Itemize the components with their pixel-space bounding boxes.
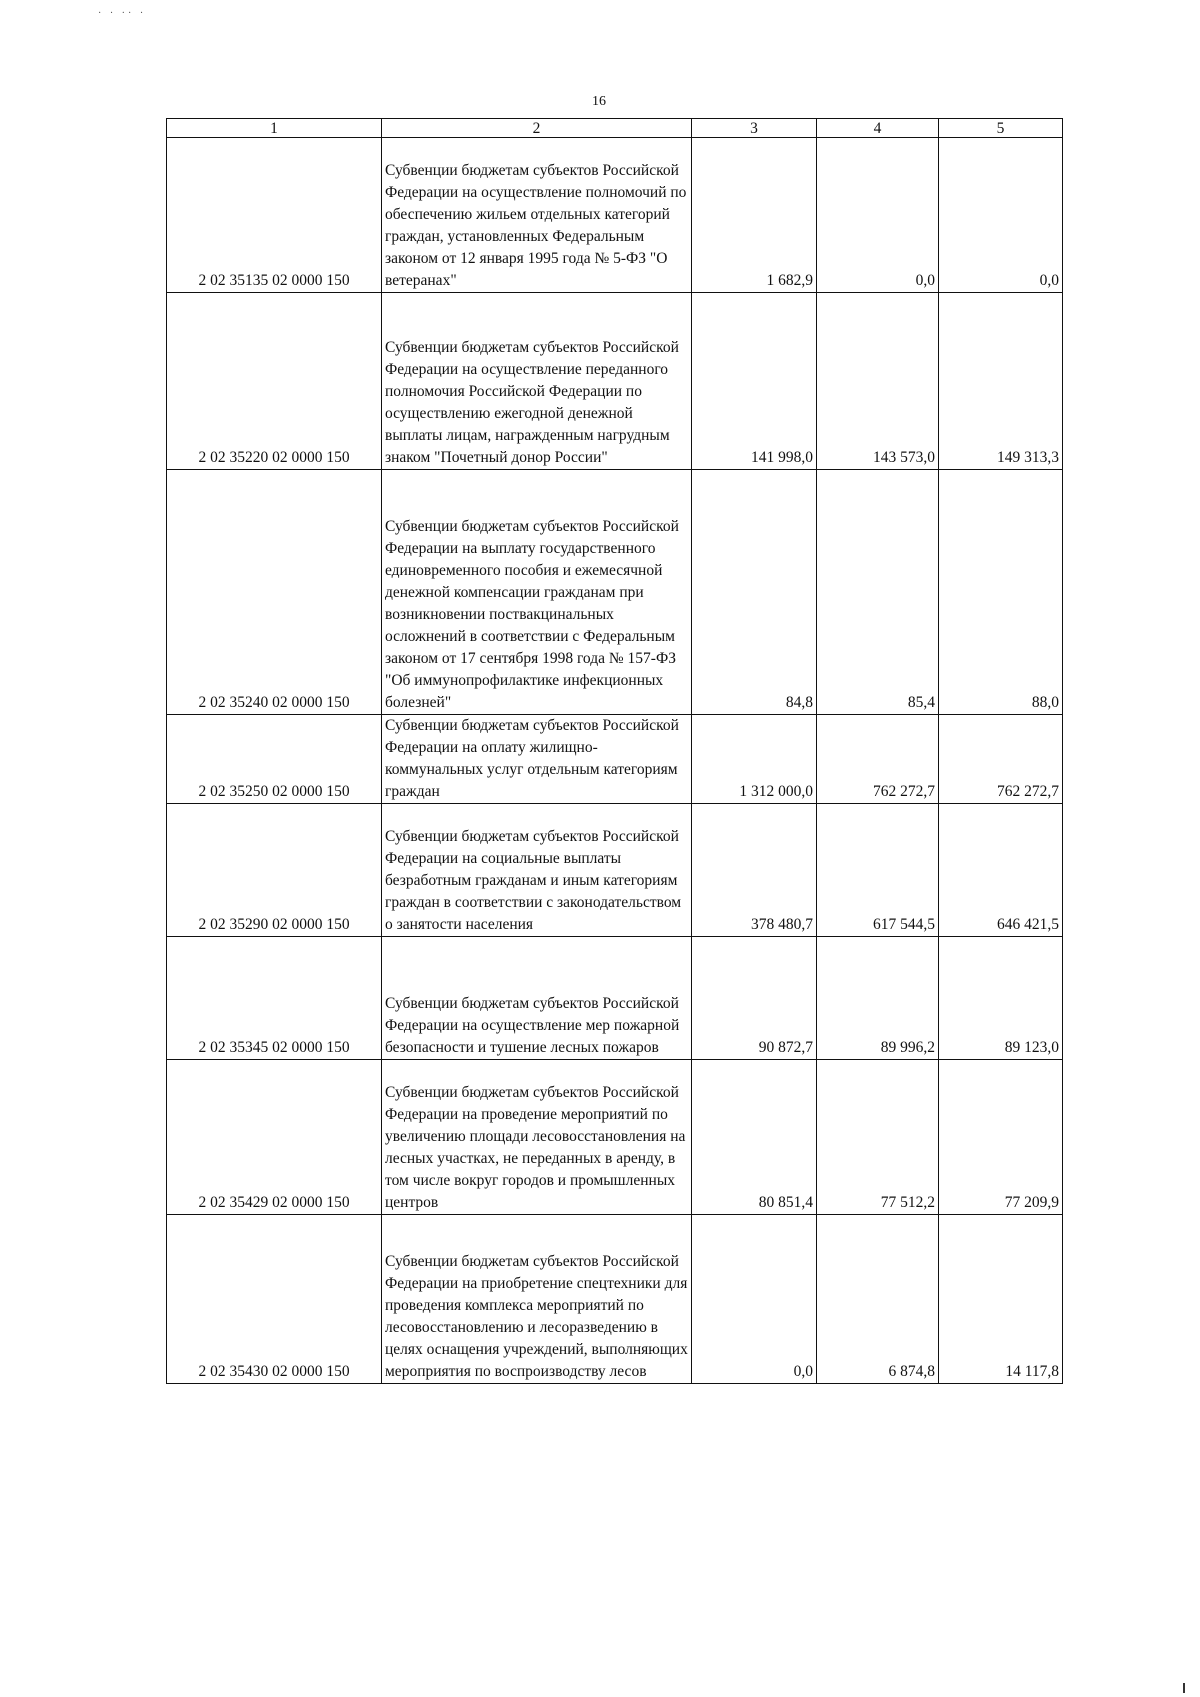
table-body: [167, 138, 1063, 1384]
value-col4: 77 512,2: [817, 1060, 939, 1215]
column-header-5: 5: [939, 119, 1063, 138]
table-row: [167, 1060, 1063, 1215]
row-description: Субвенции бюджетам субъектов Российской Федерации на социальные выплаты безработным гражданам и иным категориям граждан в соответствии с законодательством о занятости населения: [382, 804, 692, 937]
budget-code: 2 02 35250 02 0000 150: [167, 715, 382, 804]
budget-table: [166, 118, 1063, 1384]
row-description: Субвенции бюджетам субъектов Российской Федерации на оплату жилищно-коммунальных услуг отдельным категориям граждан: [382, 715, 692, 804]
budget-code: 2 02 35290 02 0000 150: [167, 804, 382, 937]
value-col3: 0,0: [692, 1215, 817, 1384]
value-col5: 0,0: [939, 138, 1063, 293]
column-header-2: 2: [382, 119, 692, 138]
value-col5: 77 209,9: [939, 1060, 1063, 1215]
table-row: [167, 937, 1063, 1060]
scan-edge-mark: [1183, 1683, 1185, 1693]
column-header-4: 4: [817, 119, 939, 138]
row-description: Субвенции бюджетам субъектов Российской Федерации на проведение мероприятий по увеличению площади лесовосстановления на лесных участках, не переданных в аренду, в том числе вокруг городов и промышленных центров: [382, 1060, 692, 1215]
budget-code: 2 02 35135 02 0000 150: [167, 138, 382, 293]
value-col3: 378 480,7: [692, 804, 817, 937]
row-description: Субвенции бюджетам субъектов Российской Федерации на выплату государственного единовременного пособия и ежемесячной денежной компенсации гражданам при возникновении поствакцинальных осложнений в соответствии с Федеральным законом от 17 сентября 1998 года № 157-ФЗ "Об иммунопрофилактике инфекционных болезней": [382, 470, 692, 715]
table-row: [167, 804, 1063, 937]
budget-code: 2 02 35430 02 0000 150: [167, 1215, 382, 1384]
value-col3: 1 312 000,0: [692, 715, 817, 804]
value-col3: 141 998,0: [692, 293, 817, 470]
table-row: [167, 1215, 1063, 1384]
row-description: Субвенции бюджетам субъектов Российской Федерации на осуществление переданного полномочия Российской Федерации по осуществлению ежегодной денежной выплаты лицам, награжденным нагрудным знаком "Почетный донор России": [382, 293, 692, 470]
value-col3: 80 851,4: [692, 1060, 817, 1215]
value-col5: 149 313,3: [939, 293, 1063, 470]
value-col4: 6 874,8: [817, 1215, 939, 1384]
row-description: Субвенции бюджетам субъектов Российской Федерации на осуществление мер пожарной безопасности и тушение лесных пожаров: [382, 937, 692, 1060]
value-col4: 85,4: [817, 470, 939, 715]
column-header-3: 3: [692, 119, 817, 138]
table-header: [167, 119, 1063, 138]
value-col5: 88,0: [939, 470, 1063, 715]
value-col4: 0,0: [817, 138, 939, 293]
header-row: [167, 119, 1063, 138]
value-col5: 762 272,7: [939, 715, 1063, 804]
value-col3: 1 682,9: [692, 138, 817, 293]
budget-code: 2 02 35429 02 0000 150: [167, 1060, 382, 1215]
value-col3: 84,8: [692, 470, 817, 715]
value-col4: 89 996,2: [817, 937, 939, 1060]
scan-artifact: · · ·· ·: [98, 8, 147, 19]
table-row: [167, 470, 1063, 715]
table-row: [167, 293, 1063, 470]
budget-code: 2 02 35220 02 0000 150: [167, 293, 382, 470]
value-col5: 89 123,0: [939, 937, 1063, 1060]
table-row: [167, 715, 1063, 804]
row-description: Субвенции бюджетам субъектов Российской Федерации на приобретение спецтехники для проведения комплекса мероприятий по лесовосстановлению и лесоразведению в целях оснащения учреждений, выполняющих мероприятия по воспроизводству лесов: [382, 1215, 692, 1384]
column-header-1: 1: [167, 119, 382, 138]
value-col3: 90 872,7: [692, 937, 817, 1060]
value-col4: 617 544,5: [817, 804, 939, 937]
budget-code: 2 02 35345 02 0000 150: [167, 937, 382, 1060]
table-row: [167, 138, 1063, 293]
budget-code: 2 02 35240 02 0000 150: [167, 470, 382, 715]
value-col4: 143 573,0: [817, 293, 939, 470]
value-col4: 762 272,7: [817, 715, 939, 804]
value-col5: 646 421,5: [939, 804, 1063, 937]
page-number: 16: [592, 94, 606, 109]
row-description: Субвенции бюджетам субъектов Российской Федерации на осуществление полномочий по обеспечению жильем отдельных категорий граждан, установленных Федеральным законом от 12 января 1995 года № 5-ФЗ "О ветеранах": [382, 138, 692, 293]
value-col5: 14 117,8: [939, 1215, 1063, 1384]
